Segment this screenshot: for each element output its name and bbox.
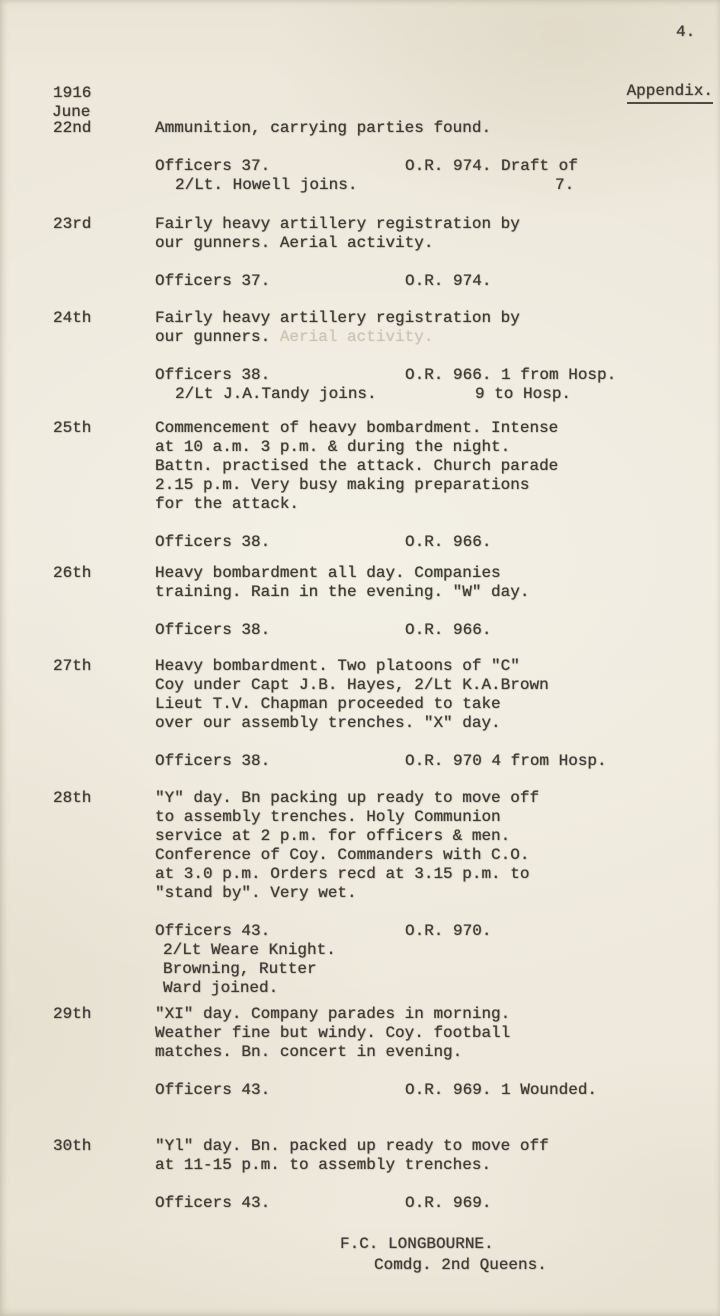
officers-strength: Officers 38. bbox=[155, 752, 271, 770]
officers-strength: Officers 43. bbox=[155, 922, 271, 940]
blank-line bbox=[155, 602, 720, 621]
entry-stats-line bbox=[155, 621, 720, 640]
entry-stats-line bbox=[155, 1081, 720, 1100]
entry-text-line bbox=[155, 476, 720, 495]
other-ranks-strength: O.R. 966. 1 from Hosp. bbox=[405, 366, 617, 384]
text-segment: Ammunition, carrying parties found. bbox=[155, 119, 492, 137]
text-segment: Commencement of heavy bombardment. Intense bbox=[155, 419, 559, 437]
entry-content bbox=[155, 419, 720, 552]
entry-text-line bbox=[155, 827, 720, 846]
entry-content bbox=[155, 789, 720, 998]
entry-text-line bbox=[155, 1043, 720, 1062]
strength-note: Ward joined. bbox=[163, 979, 279, 997]
entry-text-line bbox=[155, 328, 720, 347]
officers-strength: Officers 38. bbox=[155, 533, 271, 551]
other-ranks-strength: O.R. 970 4 from Hosp. bbox=[405, 752, 607, 770]
entry-content bbox=[155, 215, 720, 291]
entry-text-line bbox=[155, 695, 720, 714]
entry-stats-line bbox=[155, 979, 720, 998]
entry-stats-line bbox=[155, 960, 720, 979]
text-segment: for the attack. bbox=[155, 495, 300, 513]
erased-text: Aerial activity. bbox=[279, 328, 434, 346]
strength-note: 7. bbox=[555, 176, 575, 194]
blank-line bbox=[155, 903, 720, 922]
text-segment: "Y" day. Bn packing up ready to move off bbox=[155, 789, 540, 807]
other-ranks-strength: O.R. 966. bbox=[405, 533, 492, 551]
text-segment: Coy under Capt J.B. Hayes, 2/Lt K.A.Brown bbox=[155, 676, 549, 694]
strength-note: 2/Lt J.A.Tandy joins. bbox=[175, 385, 377, 403]
strength-note: 2/Lt Weare Knight. bbox=[163, 941, 336, 959]
entry-stats-line bbox=[155, 752, 720, 771]
entry-text-line bbox=[155, 846, 720, 865]
entry-content bbox=[155, 119, 720, 195]
entry-text-line bbox=[155, 564, 720, 583]
blank-line bbox=[155, 1062, 720, 1081]
entry-text-line bbox=[155, 309, 720, 328]
blank-line bbox=[155, 347, 720, 366]
officers-strength: Officers 37. bbox=[155, 157, 271, 175]
strength-note: Browning, Rutter bbox=[163, 960, 317, 978]
text-segment: Fairly heavy artillery registration by bbox=[155, 215, 520, 233]
entry-text-line bbox=[155, 1156, 720, 1175]
entry-stats-line bbox=[155, 1194, 720, 1213]
text-segment: our gunners. bbox=[155, 328, 280, 346]
entry-stats-line bbox=[155, 922, 720, 941]
diary-year: 1916 bbox=[53, 84, 92, 102]
text-segment: 2.15 p.m. Very busy making preparations bbox=[155, 476, 530, 494]
officers-strength: Officers 38. bbox=[155, 366, 271, 384]
entry-text-line bbox=[155, 438, 720, 457]
entry-date: 30th bbox=[53, 1137, 92, 1155]
other-ranks-strength: O.R. 970. bbox=[405, 922, 492, 940]
blank-line bbox=[155, 514, 720, 533]
entry-date: 23rd bbox=[53, 215, 92, 233]
entry-text-line bbox=[155, 1137, 720, 1156]
text-segment: our gunners. Aerial activity. bbox=[155, 234, 434, 252]
appendix-label: Appendix. bbox=[627, 82, 713, 104]
other-ranks-strength: O.R. 974. bbox=[405, 272, 492, 290]
entry-text-line bbox=[155, 789, 720, 808]
entry-text-line bbox=[155, 457, 720, 476]
signature-title: Comdg. 2nd Queens. bbox=[374, 1256, 547, 1274]
text-segment: "stand by". Very wet. bbox=[155, 884, 357, 902]
entry-text-line bbox=[155, 419, 720, 438]
entry-text-line bbox=[155, 865, 720, 884]
entry-text-line bbox=[155, 583, 720, 602]
entry-date: 26th bbox=[53, 564, 92, 582]
page-number: 4. bbox=[676, 23, 696, 41]
text-segment: "Yl" day. Bn. packed up ready to move off bbox=[155, 1137, 549, 1155]
text-segment: Heavy bombardment. Two platoons of "C" bbox=[155, 657, 520, 675]
text-segment: Lieut T.V. Chapman proceeded to take bbox=[155, 695, 501, 713]
entry-text-line bbox=[155, 495, 720, 514]
entry-content bbox=[155, 564, 720, 640]
other-ranks-strength: O.R. 974. Draft of bbox=[405, 157, 578, 175]
entry-text-line bbox=[155, 215, 720, 234]
signature-name: F.C. LONGBOURNE. bbox=[340, 1235, 494, 1253]
text-segment: to assembly trenches. Holy Communion bbox=[155, 808, 501, 826]
entry-content bbox=[155, 309, 720, 404]
text-segment: matches. Bn. concert in evening. bbox=[155, 1043, 463, 1061]
diary-month: June bbox=[52, 103, 91, 121]
entry-text-line bbox=[155, 676, 720, 695]
officers-strength: Officers 37. bbox=[155, 272, 271, 290]
entry-stats-line bbox=[155, 272, 720, 291]
text-segment: Conference of Coy. Commanders with C.O. bbox=[155, 846, 530, 864]
entry-date: 22nd bbox=[53, 119, 92, 137]
officers-strength: Officers 43. bbox=[155, 1194, 271, 1212]
entry-text-line bbox=[155, 119, 720, 138]
blank-line bbox=[155, 733, 720, 752]
text-segment: Fairly heavy artillery registration by bbox=[155, 309, 520, 327]
entry-content bbox=[155, 1137, 720, 1213]
text-segment: Weather fine but windy. Coy. football bbox=[155, 1024, 511, 1042]
entry-stats-line bbox=[155, 366, 720, 385]
entry-text-line bbox=[155, 1024, 720, 1043]
entry-date: 29th bbox=[53, 1005, 92, 1023]
entry-stats-line bbox=[155, 385, 720, 404]
entry-stats-line bbox=[155, 176, 720, 195]
officers-strength: Officers 43. bbox=[155, 1081, 271, 1099]
blank-line bbox=[155, 138, 720, 157]
entry-text-line bbox=[155, 1005, 720, 1024]
entry-text-line bbox=[155, 234, 720, 253]
strength-note: 2/Lt. Howell joins. bbox=[175, 176, 358, 194]
entry-date: 24th bbox=[53, 309, 92, 327]
text-segment: service at 2 p.m. for officers & men. bbox=[155, 827, 511, 845]
entry-stats-line bbox=[155, 533, 720, 552]
blank-line bbox=[155, 1175, 720, 1194]
text-segment: at 3.0 p.m. Orders recd at 3.15 p.m. to bbox=[155, 865, 530, 883]
text-segment: over our assembly trenches. "X" day. bbox=[155, 714, 501, 732]
entry-text-line bbox=[155, 808, 720, 827]
entry-date: 28th bbox=[53, 789, 92, 807]
strength-note: 9 to Hosp. bbox=[475, 385, 572, 403]
text-segment: training. Rain in the evening. "W" day. bbox=[155, 583, 530, 601]
entry-date: 27th bbox=[53, 657, 92, 675]
blank-line bbox=[155, 253, 720, 272]
text-segment: Battn. practised the attack. Church parade bbox=[155, 457, 559, 475]
entry-text-line bbox=[155, 884, 720, 903]
text-segment: at 10 a.m. 3 p.m. & during the night. bbox=[155, 438, 511, 456]
entry-content bbox=[155, 1005, 720, 1100]
text-segment: Heavy bombardment all day. Companies bbox=[155, 564, 501, 582]
officers-strength: Officers 38. bbox=[155, 621, 271, 639]
entry-text-line bbox=[155, 714, 720, 733]
entry-stats-line bbox=[155, 157, 720, 176]
other-ranks-strength: O.R. 969. 1 Wounded. bbox=[405, 1081, 598, 1099]
entry-content bbox=[155, 657, 720, 771]
text-segment: "XI" day. Company parades in morning. bbox=[155, 1005, 511, 1023]
entry-stats-line bbox=[155, 941, 720, 960]
other-ranks-strength: O.R. 966. bbox=[405, 621, 492, 639]
other-ranks-strength: O.R. 969. bbox=[405, 1194, 492, 1212]
entry-date: 25th bbox=[53, 419, 92, 437]
text-segment: at 11-15 p.m. to assembly trenches. bbox=[155, 1156, 492, 1174]
entry-text-line bbox=[155, 657, 720, 676]
